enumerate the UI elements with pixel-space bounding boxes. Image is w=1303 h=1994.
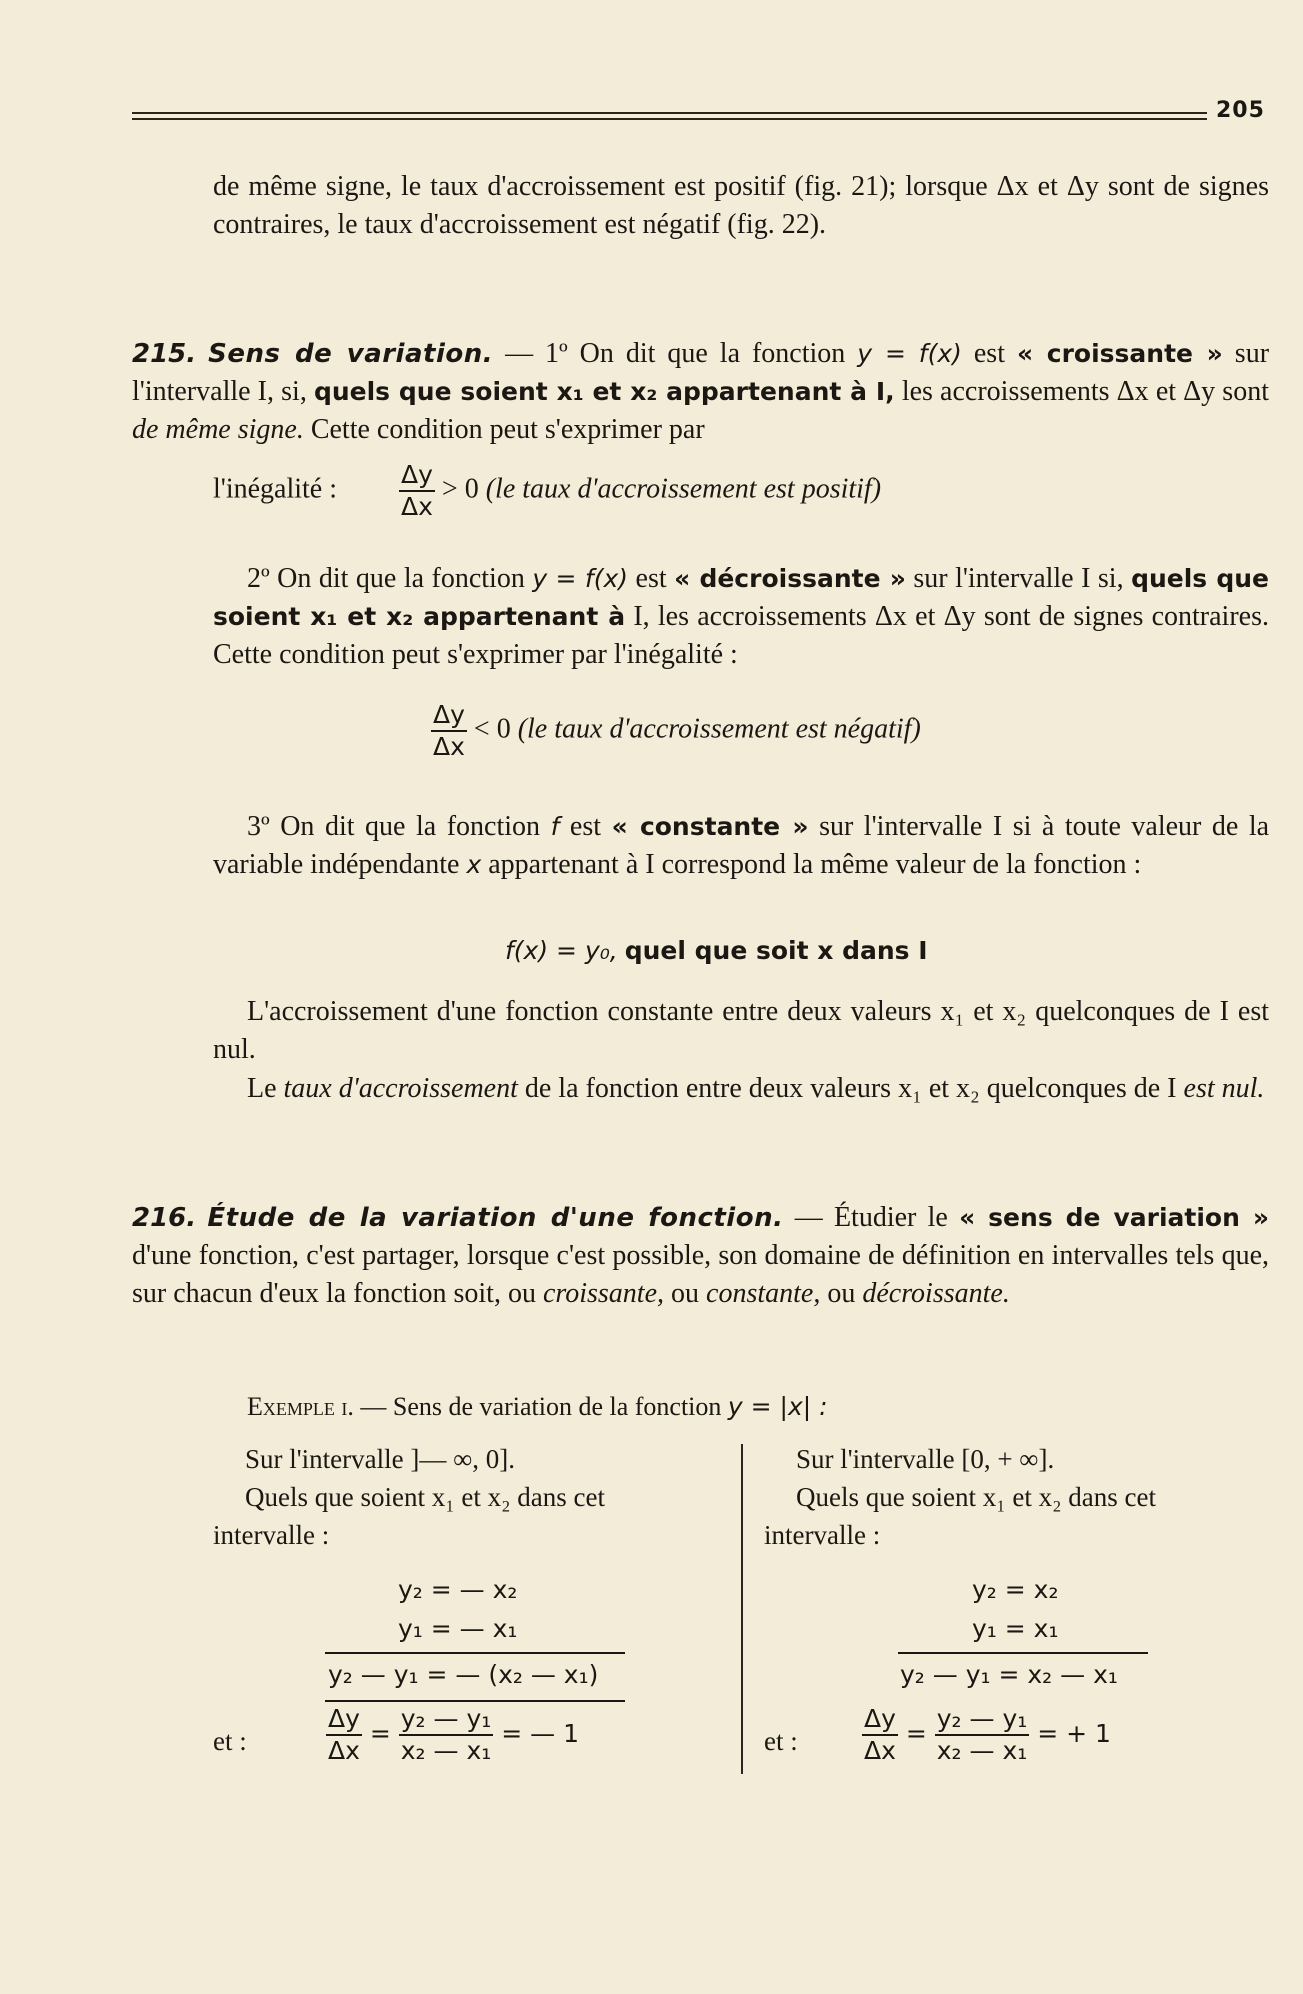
- text-run: ou: [671, 1278, 700, 1309]
- result: = + 1: [1037, 1719, 1111, 1748]
- section-215-paragraph-1: [132, 335, 1269, 449]
- italic-run: de même signe.: [132, 414, 304, 445]
- bold-run: « constante »: [611, 812, 809, 841]
- et-label: et :: [764, 1726, 798, 1756]
- et-label: et :: [213, 1726, 247, 1756]
- equation-line: y₂ — y₁ = — (x₂ — x₁): [328, 1660, 599, 1689]
- text-run: d'une fonction, c'est partager, lorsque c'est possible, son domaine de définition en intervalles tels que, sur chacun d'eux la fonction soit, ou: [132, 1240, 1269, 1309]
- section-215-paragraph-5: [213, 1070, 1269, 1108]
- text-line: Quels que soient x₁ et x₂ dans cet: [245, 1482, 605, 1512]
- text-run: est: [569, 811, 602, 842]
- left-column: [213, 1440, 719, 1554]
- fraction-difference: $\frac{\text{y₂ — y₁}}{\text{x₂ — x₁}}$: [400, 1704, 492, 1765]
- section-215-paragraph-2: [213, 560, 1269, 674]
- section-215-title: Sens de variation.: [208, 339, 494, 369]
- section-216-number: 216.: [132, 1203, 197, 1233]
- text-line: Sur l'intervalle ]— ∞, 0].: [245, 1444, 516, 1474]
- section-215-paragraph-3: [213, 808, 1269, 884]
- section-216-paragraph: [132, 1199, 1269, 1313]
- math-run: y = f(x): [857, 339, 962, 368]
- italic-run: décroissante.: [862, 1278, 1010, 1309]
- text-run: est: [973, 338, 1005, 369]
- right-fraction-equation: [862, 1704, 1111, 1766]
- text-run: Le: [247, 1073, 277, 1104]
- page-number: 205: [1216, 98, 1265, 123]
- bold-run: quels que soient x₁ et x₂ appartenant à: [213, 564, 1270, 631]
- equation-line: y₂ = — x₂: [398, 1575, 518, 1604]
- sum-rule: [325, 1652, 625, 1654]
- text-run: sur l'intervalle I, si,: [132, 338, 1270, 407]
- sum-rule: [898, 1652, 1148, 1654]
- column-divider: [741, 1444, 743, 1774]
- right-column: [764, 1440, 1269, 1554]
- text-line: Sur l'intervalle [0, + ∞].: [796, 1444, 1055, 1474]
- equation-line: y₁ = x₁: [972, 1614, 1059, 1643]
- text-run: appartenant à I correspond la même valeur de la fonction :: [488, 849, 1142, 880]
- text-run: — Étudier le: [794, 1202, 948, 1233]
- text-run: sur l'intervalle I si,: [913, 563, 1124, 594]
- text-run: — Sens de variation de la fonction: [360, 1392, 722, 1421]
- inequality-note: (le taux d'accroissement est positif): [485, 473, 882, 505]
- fraction-dy-dx: $\frac{\Delta y}{\Delta x}$: [401, 460, 433, 521]
- equals-sign: =: [905, 1719, 927, 1748]
- fraction-dy-dx: $\frac{\Delta y}{\Delta x}$: [864, 1704, 896, 1765]
- constant-equation: [213, 932, 1269, 970]
- text-run: 2º On dit que la fonction: [247, 563, 525, 594]
- bold-run: « sens de variation »: [959, 1203, 1269, 1232]
- result: = — 1: [501, 1719, 579, 1748]
- italic-run: croissante,: [542, 1278, 665, 1309]
- text-line: intervalle :: [213, 1520, 330, 1550]
- header-rule: [132, 112, 1207, 122]
- relation: < 0: [473, 713, 511, 745]
- math-run: f(x) = y₀,: [505, 936, 618, 965]
- left-fraction-equation: [326, 1704, 579, 1766]
- math-run: y = |x| :: [727, 1392, 828, 1421]
- text-run: ou: [827, 1278, 856, 1309]
- section-216-title: Étude de la variation d'une fonction.: [207, 1203, 784, 1233]
- section-215-number: 215.: [132, 339, 197, 369]
- text-run: est: [635, 563, 667, 594]
- bold-run: quel que soit x dans I: [624, 936, 928, 965]
- sum-rule: [325, 1700, 625, 1702]
- relation: > 0: [441, 473, 479, 505]
- italic-run: constante,: [706, 1278, 821, 1309]
- fraction-difference: $\frac{\text{y₂ — y₁}}{\text{x₂ — x₁}}$: [936, 1704, 1028, 1765]
- example-label: Exemple i.: [247, 1392, 354, 1421]
- bold-run: « croissante »: [1016, 339, 1223, 368]
- text-run: sur l'intervalle I si à toute valeur de la variable indépendante: [213, 811, 1270, 880]
- equals-sign: =: [369, 1719, 391, 1748]
- text-run: I, les accroissements Δx et Δy sont de signes contraires. Cette condition peut s'exprimer par l'inégalité :: [213, 601, 1269, 670]
- text-run: de la fonction entre deux valeurs x₁ et x₂ quelconques de I: [524, 1073, 1177, 1104]
- text-line: Quels que soient x₁ et x₂ dans cet: [796, 1482, 1156, 1512]
- inequality-note: (le taux d'accroissement est négatif): [517, 713, 921, 745]
- math-run: x: [466, 850, 482, 879]
- example-heading: [213, 1388, 1269, 1426]
- inequality-1: [213, 460, 1269, 522]
- text-line: intervalle :: [764, 1520, 881, 1550]
- italic-run: taux d'accroissement: [283, 1073, 518, 1104]
- math-run: y = f(x): [532, 564, 629, 593]
- text-run: les accroissements Δx et Δy sont: [901, 376, 1269, 407]
- italic-run: est nul.: [1183, 1073, 1265, 1104]
- bold-run: quels que soient x₁ et x₂ appartenant à I,: [313, 377, 895, 406]
- intro-paragraph: de même signe, le taux d'accroissement est positif (fig. 21); lorsque Δx et Δy sont de signes contraires, le taux d'accroissement est négatif (fig. 22).: [213, 171, 1269, 240]
- text-run: 3º On dit que la fonction: [247, 811, 541, 842]
- equation-line: y₂ = x₂: [972, 1575, 1059, 1604]
- math-run: f: [550, 812, 560, 841]
- equation-line: y₂ — y₁ = x₂ — x₁: [900, 1660, 1118, 1689]
- equation-line: y₁ = — x₁: [398, 1614, 518, 1643]
- inequality-label: l'inégalité :: [213, 473, 338, 505]
- text-run: — 1º On dit que la fonction: [505, 338, 846, 369]
- text-run: Cette condition peut s'exprimer par: [310, 414, 705, 445]
- inequality-2: [213, 700, 1269, 762]
- section-215-paragraph-4: L'accroissement d'une fonction constante entre deux valeurs x₁ et x₂ quelconques de I est nul.: [213, 996, 1269, 1065]
- fraction-dy-dx: $\frac{\Delta y}{\Delta x}$: [433, 700, 465, 761]
- fraction-dy-dx: $\frac{\Delta y}{\Delta x}$: [328, 1704, 360, 1765]
- bold-run: « décroissante »: [674, 564, 906, 593]
